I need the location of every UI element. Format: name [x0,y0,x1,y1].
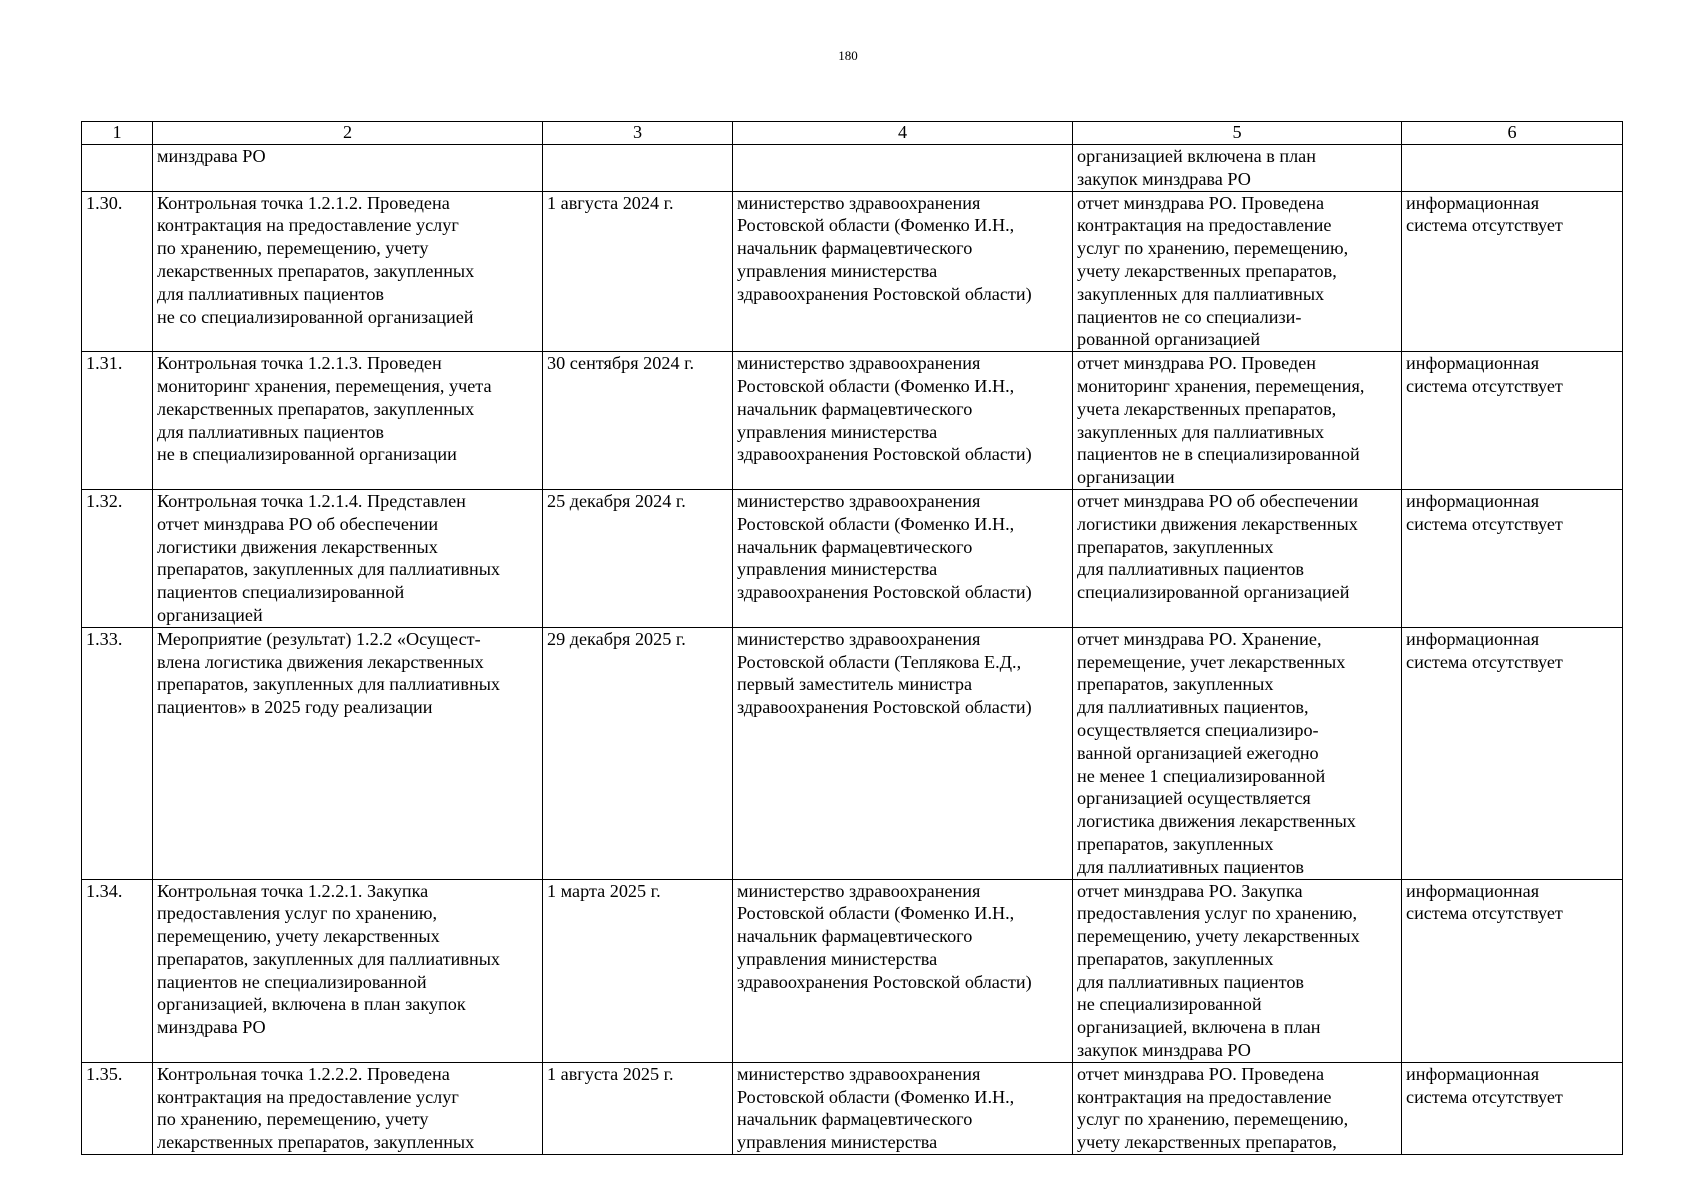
row-number: 1.33. [82,627,153,879]
row-number: 1.34. [82,879,153,1062]
column-header: 1 [82,122,153,145]
responsible-cell: министерство здравоохранения Ростовской области (Фоменко И.Н., начальник фармацевтического управления министерства здравоохранения Ростовской области) [733,489,1073,627]
row-number: 1.35. [82,1062,153,1154]
responsible-cell: министерство здравоохранения Ростовской области (Фоменко И.Н., начальник фармацевтического управления министерства здравоохранения Ростовской области) [733,352,1073,490]
event-cell: Контрольная точка 1.2.1.3. Проведен мониторинг хранения, перемещения, учета лекарственных препаратов, закупленных для паллиативных пациентов не в специализированной организации [153,352,543,490]
document-cell: отчет минздрава РО об обеспечении логистики движения лекарственных препаратов, закупленных для паллиативных пациентов специализированной организацией [1073,489,1402,627]
date-cell: 25 декабря 2024 г. [543,489,733,627]
page-number: 180 [838,48,858,63]
date-cell: 1 марта 2025 г. [543,879,733,1062]
system-cell: информационная система отсутствует [1402,879,1623,1062]
column-header: 4 [733,122,1073,145]
document-cell: отчет минздрава РО. Проведен мониторинг хранения, перемещения, учета лекарственных препаратов, закупленных для паллиативных пациентов не в специализированной организации [1073,352,1402,490]
table-row [82,1062,1623,1154]
date-cell: 1 августа 2024 г. [543,191,733,352]
date-cell: 1 августа 2025 г. [543,1062,733,1154]
date-cell: 30 сентября 2024 г. [543,352,733,490]
system-cell: информационная система отсутствует [1402,489,1623,627]
system-cell [1402,145,1623,192]
event-cell: Контрольная точка 1.2.2.2. Проведена контрактация на предоставление услуг по хранению, перемещению, учету лекарственных препаратов, закупленных [153,1062,543,1154]
responsible-cell [733,145,1073,192]
column-header: 2 [153,122,543,145]
responsible-cell: министерство здравоохранения Ростовской области (Теплякова Е.Д., первый заместитель министра здравоохранения Ростовской области) [733,627,1073,879]
column-header: 6 [1402,122,1623,145]
event-cell: Контрольная точка 1.2.1.2. Проведена контрактация на предоставление услуг по хранению, перемещению, учету лекарственных препаратов, закупленных для паллиативных пациентов не со специализированной организацией [153,191,543,352]
event-cell: минздрава РО [153,145,543,192]
column-header: 5 [1073,122,1402,145]
date-cell: 29 декабря 2025 г. [543,627,733,879]
system-cell: информационная система отсутствует [1402,1062,1623,1154]
table-row [82,145,1623,192]
plan-table [81,121,1623,1155]
table-row [82,489,1623,627]
document-cell: отчет минздрава РО. Проведена контрактация на предоставление услуг по хранению, перемещению, учету лекарственных препаратов, закупленных для паллиативных пациентов не со специализи- рованной организацией [1073,191,1402,352]
table-row [82,627,1623,879]
row-number [82,145,153,192]
responsible-cell: министерство здравоохранения Ростовской области (Фоменко И.Н., начальник фармацевтического управления министерства здравоохранения Ростовской области) [733,191,1073,352]
responsible-cell: министерство здравоохранения Ростовской области (Фоменко И.Н., начальник фармацевтического управления министерства здравоохранения Ростовской области) [733,879,1073,1062]
responsible-cell: министерство здравоохранения Ростовской области (Фоменко И.Н., начальник фармацевтического управления министерства [733,1062,1073,1154]
table-row [82,879,1623,1062]
row-number: 1.30. [82,191,153,352]
system-cell: информационная система отсутствует [1402,191,1623,352]
system-cell: информационная система отсутствует [1402,627,1623,879]
event-cell: Контрольная точка 1.2.2.1. Закупка предоставления услуг по хранению, перемещению, учету лекарственных препаратов, закупленных для паллиативных пациентов не специализированной организацией, включена в план закупок минздрава РО [153,879,543,1062]
event-cell: Мероприятие (результат) 1.2.2 «Осущест- влена логистика движения лекарственных препаратов, закупленных для паллиативных пациентов» в 2025 году реализации [153,627,543,879]
row-number: 1.32. [82,489,153,627]
table-row [82,191,1623,352]
row-number: 1.31. [82,352,153,490]
document-cell: организацией включена в план закупок минздрава РО [1073,145,1402,192]
document-cell: отчет минздрава РО. Закупка предоставления услуг по хранению, перемещению, учету лекарственных препаратов, закупленных для паллиативных пациентов не специализированной организацией, включена в план закупок минздрава РО [1073,879,1402,1062]
document-cell: отчет минздрава РО. Хранение, перемещение, учет лекарственных препаратов, закупленных для паллиативных пациентов, осуществляется специализиро- ванной организацией ежегодно не менее 1 специализированной организацией осуществляется логистика движения лекарственных препаратов, закупленных для паллиативных пациентов [1073,627,1402,879]
document-cell: отчет минздрава РО. Проведена контрактация на предоставление услуг по хранению, перемещению, учету лекарственных препаратов, [1073,1062,1402,1154]
date-cell [543,145,733,192]
table-row [82,352,1623,490]
system-cell: информационная система отсутствует [1402,352,1623,490]
event-cell: Контрольная точка 1.2.1.4. Представлен отчет минздрава РО об обеспечении логистики движения лекарственных препаратов, закупленных для паллиативных пациентов специализированной организацией [153,489,543,627]
header-row [82,122,1623,145]
column-header: 3 [543,122,733,145]
